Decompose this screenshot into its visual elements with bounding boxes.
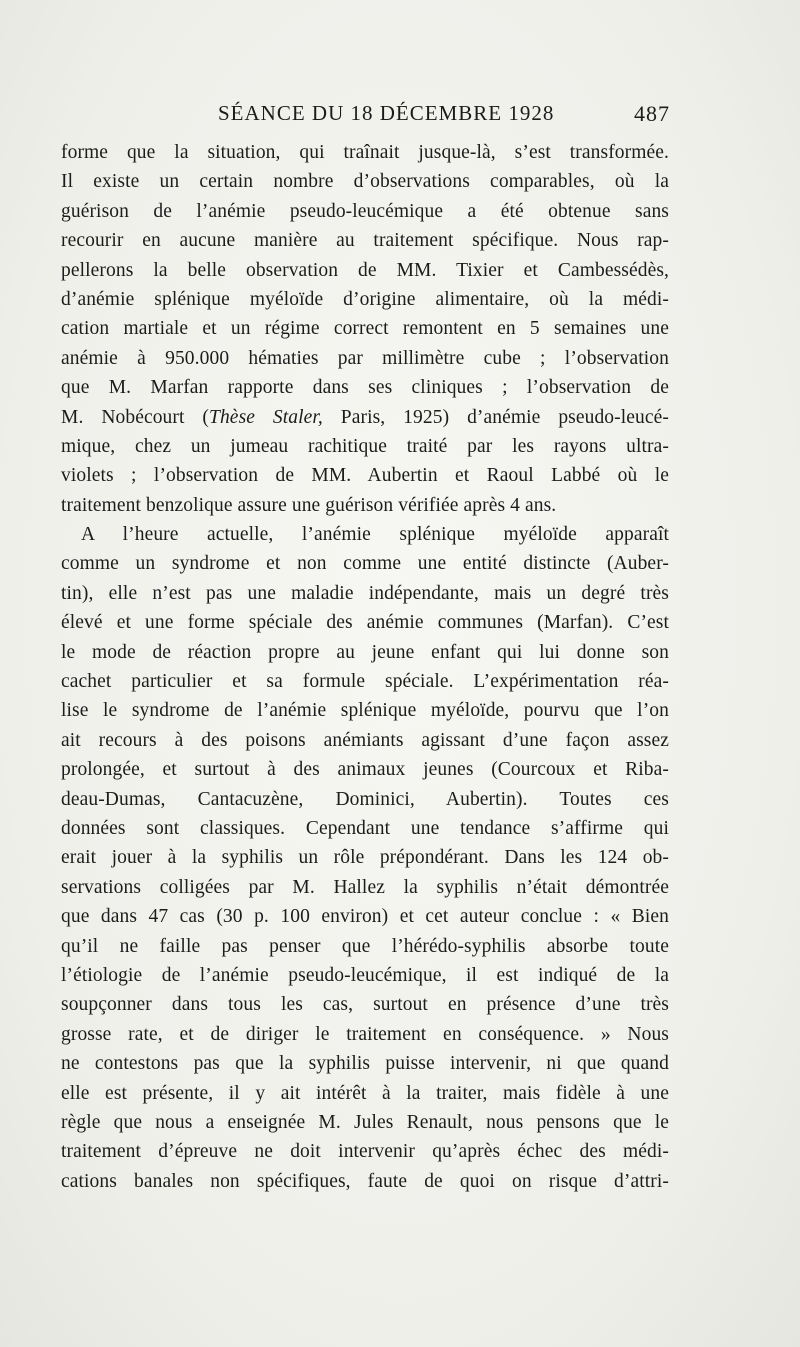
text-line: elle est présente, il y ait intérêt à la traiter, mais fidèle à une (61, 1082, 669, 1104)
text-line: cation martiale et un régime correct remontent en 5 semaines une (61, 318, 669, 340)
text-line: prolongée, et surtout à des animaux jeunes (Courcoux et Riba- (61, 759, 669, 781)
text-line: lise le syndrome de l’anémie splénique myéloïde, pourvu que l’on (61, 700, 669, 722)
text-line: recourir en aucune manière au traitement spécifique. Nous rap- (61, 230, 669, 252)
text-segment: M. Nobécourt ( (61, 406, 210, 428)
text-line: erait jouer à la syphilis un rôle prépondérant. Dans les 124 ob- (61, 847, 669, 869)
running-head (200, 101, 670, 131)
text-line: comme un syndrome et non comme une entité distincte (Auber- (61, 553, 669, 575)
text-line: l’étiologie de l’anémie pseudo-leucémique, il est indiqué de la (61, 964, 669, 986)
text-line: règle que nous a enseignée M. Jules Renault, nous pensons que le (61, 1111, 669, 1133)
text-line-with-citation (61, 403, 669, 432)
italic-citation: Thèse Staler, (209, 406, 323, 428)
paragraph-start-line: A l’heure actuelle, l’anémie splénique myéloïde apparaît (81, 524, 669, 546)
text-line: qu’il ne faille pas penser que l’hérédo-syphilis absorbe toute (61, 935, 669, 957)
text-line: que M. Marfan rapporte dans ses cliniques ; l’observation de (61, 377, 669, 399)
text-line: données sont classiques. Cependant une tendance s’affirme qui (61, 817, 669, 839)
text-line: mique, chez un jumeau rachitique traité par les rayons ultra- (61, 435, 669, 457)
running-head-title: SÉANCE DU 18 DÉCEMBRE 1928 (218, 101, 555, 125)
text-line: ne contestons pas que la syphilis puisse intervenir, ni que quand (61, 1053, 669, 1075)
text-line: tin), elle n’est pas une maladie indépendante, mais un degré très (61, 582, 669, 604)
text-line: ait recours à des poisons anémiants agissant d’une façon assez (61, 729, 669, 751)
text-line: cations banales non spécifiques, faute de quoi on risque d’attri- (61, 1170, 669, 1192)
text-line: traitement benzolique assure une guérison vérifiée après 4 ans. (61, 494, 557, 516)
text-line: pellerons la belle observation de MM. Tixier et Cambessédès, (61, 259, 669, 281)
text-line: traitement d’épreuve ne doit intervenir qu’après échec des médi- (61, 1141, 669, 1163)
page-number: 487 (634, 101, 670, 126)
text-line: guérison de l’anémie pseudo-leucémique a été obtenue sans (61, 200, 669, 222)
text-line: grosse rate, et de diriger le traitement en conséquence. » Nous (61, 1023, 669, 1045)
text-line: violets ; l’observation de MM. Aubertin et Raoul Labbé où le (61, 465, 669, 487)
text-line: anémie à 950.000 hématies par millimètre cube ; l’observation (61, 347, 669, 369)
text-line: forme que la situation, qui traînait jusque-là, s’est transformée. (61, 142, 669, 163)
text-line: soupçonner dans tous les cas, surtout en présence d’une très (61, 994, 669, 1016)
text-line: que dans 47 cas (30 p. 100 environ) et cet auteur conclue : « Bien (61, 906, 669, 928)
text-segment: Paris, 1925) d’anémie pseudo-leucé- (322, 406, 669, 428)
text-line: deau-Dumas, Cantacuzène, Dominici, Aubertin). Toutes ces (61, 788, 669, 810)
text-line: servations colligées par M. Hallez la syphilis n’était démontrée (61, 876, 669, 898)
body-text (61, 138, 669, 1196)
text-line: le mode de réaction propre au jeune enfant qui lui donne son (61, 641, 669, 663)
text-line: cachet particulier et sa formule spéciale. L’expérimentation réa- (61, 671, 669, 693)
text-line: Il existe un certain nombre d’observations comparables, où la (61, 171, 669, 193)
text-line: d’anémie splénique myéloïde d’origine alimentaire, où la médi- (61, 288, 669, 310)
text-line: élevé et une forme spéciale des anémie communes (Marfan). C’est (61, 612, 669, 634)
